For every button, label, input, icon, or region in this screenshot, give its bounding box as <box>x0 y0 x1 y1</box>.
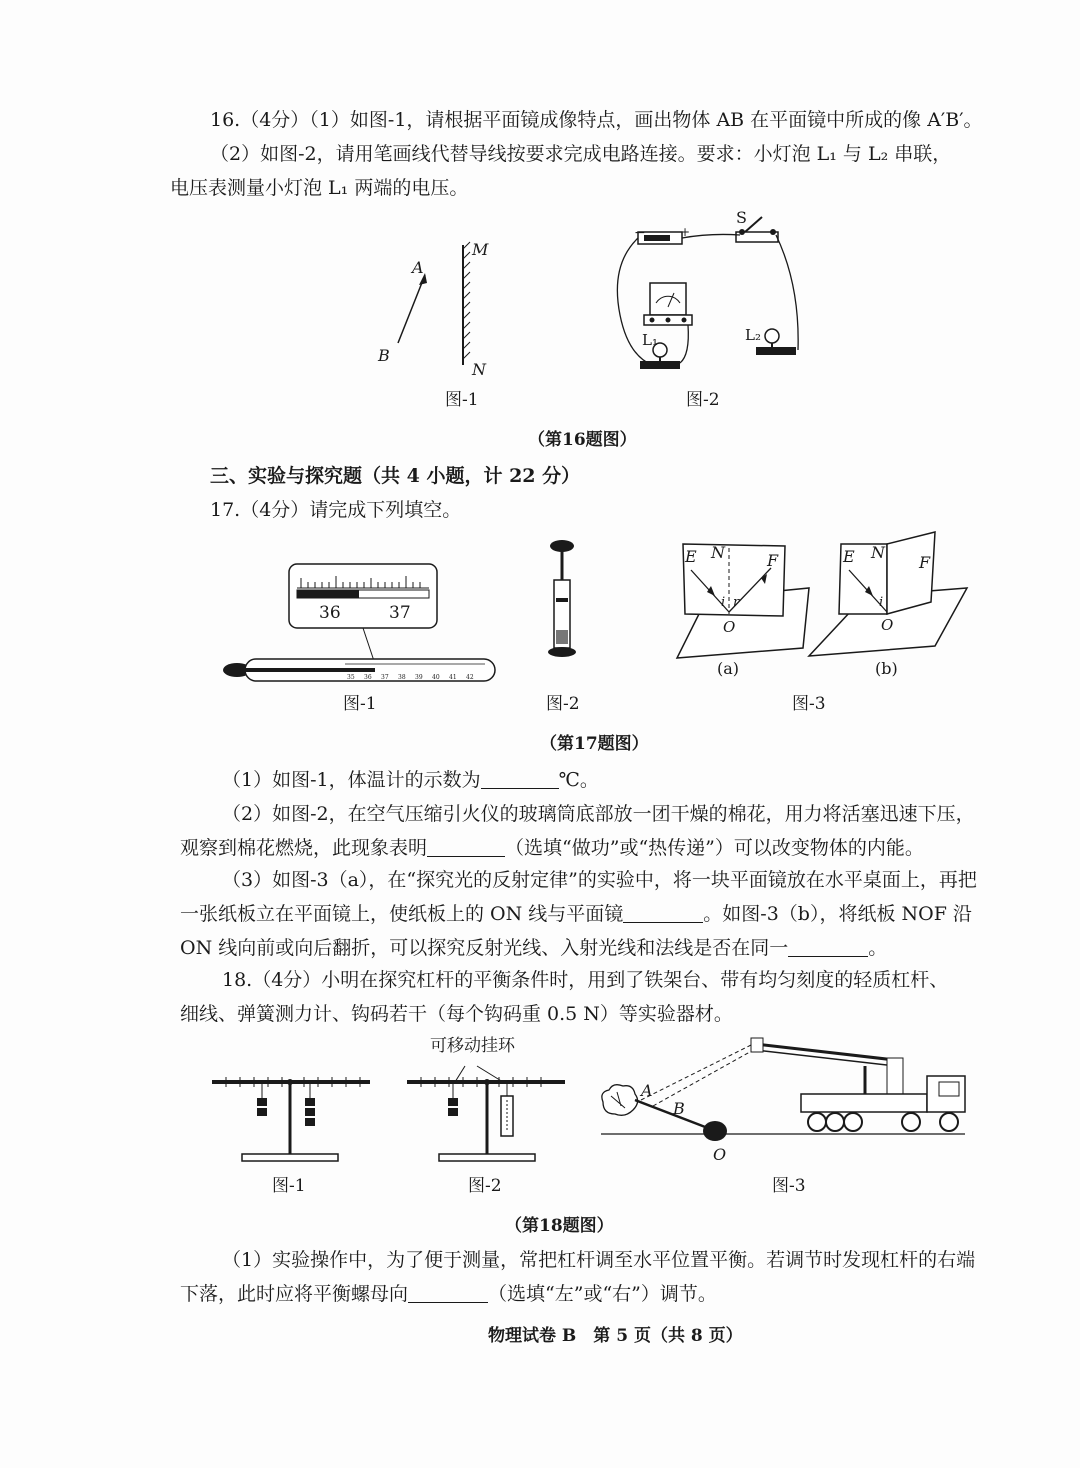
label-a: A <box>412 258 424 277</box>
q17-part1: （1）如图-1，体温计的示数为 ℃。 <box>222 769 599 791</box>
q17-blank-1[interactable] <box>481 770 559 789</box>
svg-text:O: O <box>713 1145 727 1164</box>
q16-line1: 16.（4分）（1）如图-1，请根据平面镜成像特点，画出物体 AB 在平面镜中所成的像 A′B′。 <box>210 109 983 131</box>
svg-text:N: N <box>711 543 725 562</box>
reading-36: 36 <box>319 603 341 623</box>
section3-heading: 三、实验与探究题（共 4 小题，计 22 分） <box>210 465 581 487</box>
svg-text:F: F <box>767 551 779 570</box>
svg-text:+: + <box>680 225 691 239</box>
q18-line2: 细线、弹簧测力计、钩码若干（每个钩码重 0.5 N）等实验器材。 <box>180 1003 733 1025</box>
svg-text:(b): (b) <box>875 659 898 678</box>
svg-text:O: O <box>723 618 736 636</box>
q17-fig3b-reflection <box>805 530 975 678</box>
q17-blank-4[interactable] <box>788 938 868 957</box>
svg-text:N: N <box>871 543 885 562</box>
svg-text:i: i <box>721 595 726 610</box>
q16-fig2-circuit-diagram <box>600 205 820 385</box>
svg-text:41: 41 <box>449 674 457 681</box>
q18-line1: 18.（4分）小明在探究杠杆的平衡条件时，用到了铁架台、带有均匀刻度的轻质杠杆、 <box>222 969 949 991</box>
q18-fig3-crane <box>595 1030 985 1165</box>
label-m: M <box>472 240 489 259</box>
q16-fig1-caption: 图-1 <box>445 390 479 410</box>
q17-fig2-caption: 图-2 <box>546 694 580 714</box>
q17-part3-line2: 一张纸板立在平面镜上，使纸板上的 ON 线与平面镜 。如图-3（b），将纸板 NOF 沿 <box>180 903 972 925</box>
svg-text:O: O <box>881 616 894 634</box>
q17-fig1-thermometer <box>215 560 505 690</box>
q17-blank-2[interactable] <box>427 838 505 857</box>
q18-part1-line1: （1）实验操作中，为了便于测量，常把杠杆调至水平位置平衡。若调节时发现杠杆的右端 <box>222 1249 976 1271</box>
q16-fig1-mirror-diagram <box>370 235 510 385</box>
label-s: S <box>736 208 747 227</box>
label-l1: L₁ <box>642 331 658 349</box>
q17-figure-title: （第17题图） <box>540 734 649 754</box>
q17-intro: 17.（4分）请完成下列填空。 <box>210 499 462 521</box>
reading-37: 37 <box>389 603 411 623</box>
q18-figure-title: （第18题图） <box>505 1216 614 1236</box>
q16-fig2-caption: 图-2 <box>686 390 720 410</box>
q17-part3-line3: ON 线向前或向后翻折，可以探究反射光线、入射光线和法线是否在同一 。 <box>180 937 888 959</box>
q17-fig3a-reflection <box>645 540 815 678</box>
q16-line2: （2）如图-2，请用笔画线代替导线按要求完成电路连接。要求：小灯泡 L₁ 与 L₂ 串联， <box>210 143 952 165</box>
svg-text:35: 35 <box>347 674 355 681</box>
q17-blank-3[interactable] <box>623 904 703 923</box>
label-l2: L₂ <box>745 326 761 344</box>
svg-text:E: E <box>843 547 855 566</box>
q17-fig1-caption: 图-1 <box>343 694 377 714</box>
q17-part2-line1: （2）如图-2，在空气压缩引火仪的玻璃筒底部放一团干燥的棉花，用力将活塞迅速下压， <box>222 803 975 825</box>
svg-text:36: 36 <box>364 674 372 681</box>
svg-text:F: F <box>919 553 931 572</box>
q16-figure-title: （第16题图） <box>528 430 637 450</box>
q18-blank-1[interactable] <box>408 1284 488 1303</box>
q18-fig2-lever-spring-scale <box>405 1060 570 1168</box>
svg-text:−: − <box>634 225 646 241</box>
label-n: N <box>472 360 486 379</box>
svg-text:A: A <box>641 1081 653 1100</box>
object-ab-arrow <box>398 275 425 343</box>
page-footer: 物理试卷 B 第 5 页（共 8 页） <box>488 1326 743 1346</box>
q18-fig1-caption: 图-1 <box>272 1176 306 1196</box>
q16-line3: 电压表测量小灯泡 L₁ 两端的电压。 <box>170 177 469 199</box>
svg-text:37: 37 <box>381 674 389 681</box>
svg-text:(a): (a) <box>717 659 740 678</box>
q18-fig1-lever <box>210 1068 375 1168</box>
q18-fig3-caption: 图-3 <box>772 1176 806 1196</box>
svg-text:42: 42 <box>466 674 474 681</box>
svg-text:r: r <box>733 595 740 610</box>
svg-text:39: 39 <box>415 674 423 681</box>
q18-fig2-caption: 图-2 <box>468 1176 502 1196</box>
label-b: B <box>378 346 390 365</box>
q17-part3-line1: （3）如图-3（a），在“探究光的反射定律”的实验中，将一块平面镜放在水平桌面上，再把 <box>222 869 977 891</box>
svg-text:40: 40 <box>432 674 440 681</box>
q17-part2-line2: 观察到棉花燃烧，此现象表明 （选填“做功”或“热传递”）可以改变物体的内能。 <box>180 837 924 859</box>
q18-part1-line2: 下落，此时应将平衡螺母向 （选填“左”或“右”）调节。 <box>180 1283 717 1305</box>
q17-fig2-fire-piston <box>540 536 590 661</box>
svg-text:B: B <box>673 1099 685 1118</box>
q18-fig2-label: 可移动挂环 <box>430 1036 515 1056</box>
q17-fig3-caption: 图-3 <box>792 694 826 714</box>
svg-text:38: 38 <box>398 674 406 681</box>
svg-text:i: i <box>879 595 884 610</box>
svg-text:E: E <box>685 547 697 566</box>
